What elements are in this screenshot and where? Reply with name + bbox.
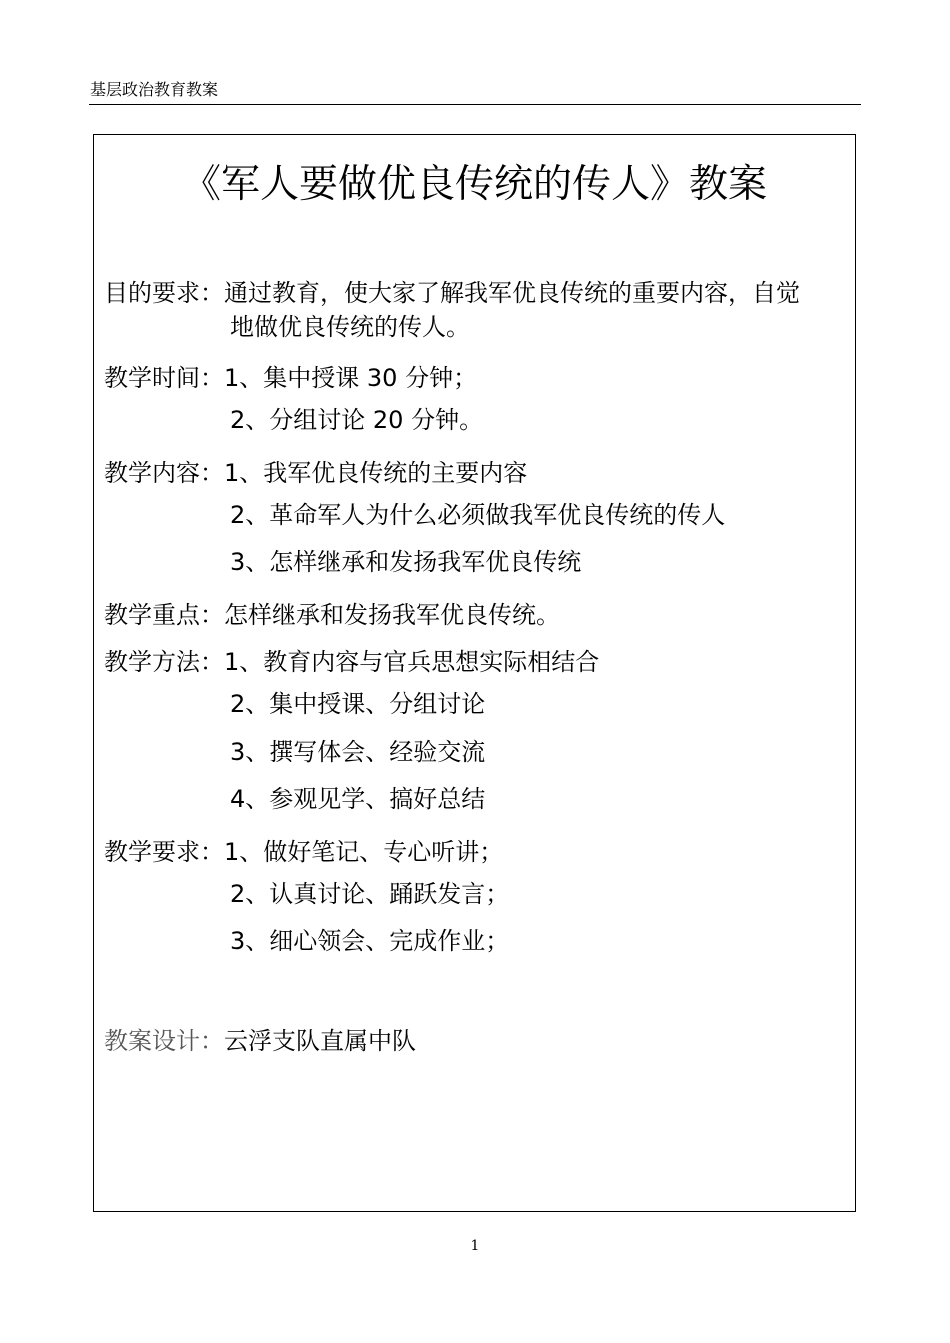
purpose-label: 目的要求： bbox=[104, 279, 224, 307]
method-item: 4、参观见学、搞好总结 bbox=[230, 785, 486, 813]
requirements-item: 3、细心领会、完成作业； bbox=[230, 927, 510, 955]
requirements-item: 1、做好笔记、专心听讲； bbox=[224, 838, 504, 866]
designer-value: 云浮支队直属中队 bbox=[224, 1027, 416, 1055]
time-item: 2、分组讨论 20 分钟。 bbox=[230, 406, 484, 434]
purpose-row bbox=[104, 278, 800, 308]
designer-row bbox=[104, 1026, 416, 1056]
header-rule bbox=[89, 104, 861, 105]
focus-label: 教学重点： bbox=[104, 601, 224, 629]
page-number: 1 bbox=[470, 1238, 480, 1254]
content-item: 1、我军优良传统的主要内容 bbox=[224, 459, 528, 487]
requirements-row bbox=[104, 837, 503, 867]
document-title: 《军人要做优良传统的传人》教案 bbox=[181, 162, 767, 207]
time-label: 教学时间： bbox=[104, 364, 224, 392]
focus-row bbox=[104, 600, 560, 630]
purpose-line-2: 地做优良传统的传人。 bbox=[230, 313, 470, 341]
running-header: 基层政治教育教案 bbox=[90, 80, 219, 99]
method-label: 教学方法： bbox=[104, 648, 224, 676]
content-item: 3、怎样继承和发扬我军优良传统 bbox=[230, 548, 582, 576]
designer-label: 教案设计： bbox=[104, 1027, 224, 1055]
content-item: 2、革命军人为什么必须做我军优良传统的传人 bbox=[230, 501, 726, 529]
method-row bbox=[104, 647, 599, 677]
requirements-item: 2、认真讨论、踊跃发言； bbox=[230, 880, 510, 908]
method-item: 3、撰写体会、经验交流 bbox=[230, 738, 486, 766]
content-label: 教学内容： bbox=[104, 459, 224, 487]
purpose-line-1: 通过教育，使大家了解我军优良传统的重要内容，自觉 bbox=[224, 279, 800, 307]
content-row bbox=[104, 458, 527, 488]
time-row bbox=[104, 363, 477, 393]
time-item: 1、集中授课 30 分钟； bbox=[224, 364, 478, 392]
requirements-label: 教学要求： bbox=[104, 838, 224, 866]
method-item: 1、教育内容与官兵思想实际相结合 bbox=[224, 648, 600, 676]
focus-text: 怎样继承和发扬我军优良传统。 bbox=[224, 601, 560, 629]
method-item: 2、集中授课、分组讨论 bbox=[230, 690, 486, 718]
